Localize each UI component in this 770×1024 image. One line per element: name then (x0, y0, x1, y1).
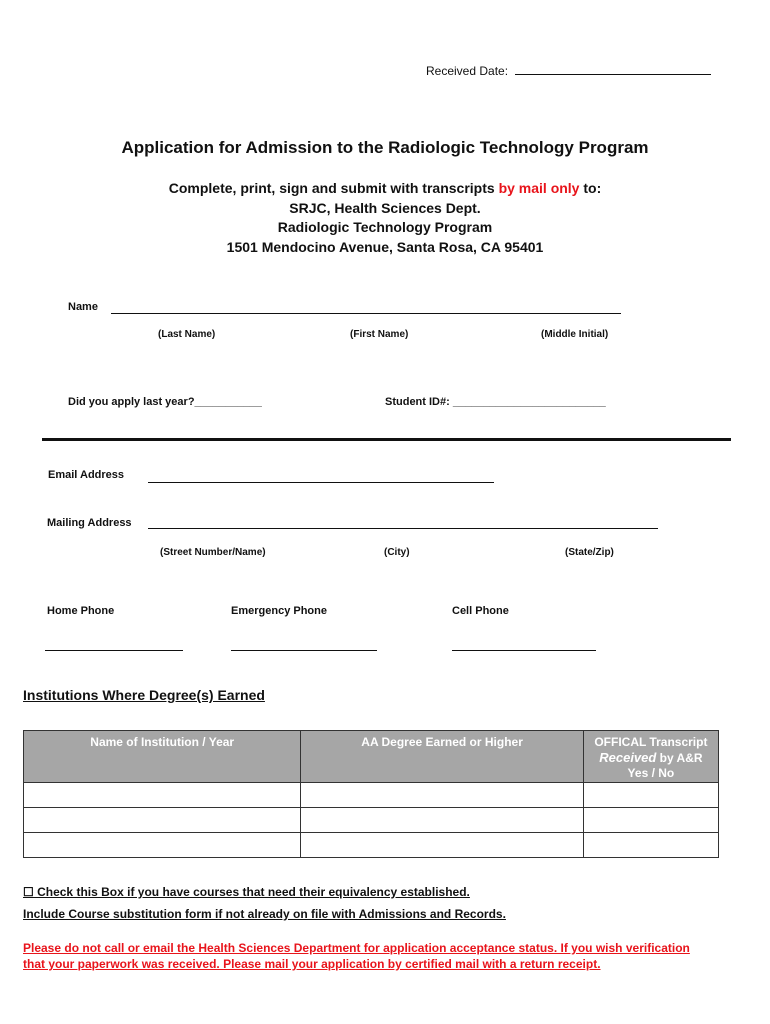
received-date-label: Received Date: (426, 64, 509, 78)
table-row (24, 833, 719, 858)
instructions-line-1: Complete, print, sign and submit with transcripts by mail only to: (168, 180, 602, 196)
state-zip-caption: (State/Zip) (565, 547, 614, 558)
home-phone-line[interactable] (45, 650, 183, 651)
received-date (426, 64, 711, 78)
page-title: Application for Admission to the Radiologic Technology Program (121, 138, 649, 157)
table-row (24, 808, 719, 833)
received-text: Received (599, 750, 657, 765)
institution-cell[interactable] (24, 783, 301, 808)
degree-cell[interactable] (301, 833, 583, 858)
table-header-row (24, 731, 719, 783)
transcript-cell[interactable] (583, 833, 718, 858)
institutions-table (23, 730, 719, 858)
transcript-cell[interactable] (583, 783, 718, 808)
col-degree-header: AA Degree Earned or Higher (301, 731, 583, 783)
transcript-cell[interactable] (583, 808, 718, 833)
institutions-heading: Institutions Where Degree(s) Earned (23, 687, 265, 703)
mailing-address-line[interactable] (148, 528, 658, 529)
home-phone-label: Home Phone (47, 605, 115, 617)
degree-cell[interactable] (301, 783, 583, 808)
emergency-phone-line[interactable] (231, 650, 377, 651)
middle-initial-caption: (Middle Initial) (541, 329, 609, 340)
col-institution-header: Name of Institution / Year (24, 731, 301, 783)
col-transcript-header: OFFICAL Transcript Received by A&R Yes / No (583, 731, 718, 783)
instructions-line-3: Radiologic Technology Program (277, 219, 493, 235)
institution-cell[interactable] (24, 833, 301, 858)
instructions-line-2: SRJC, Health Sciences Dept. (289, 199, 481, 216)
table-row (24, 783, 719, 808)
street-caption: (Street Number/Name) (160, 547, 266, 558)
name-label: Name (68, 301, 98, 313)
degree-cell[interactable] (301, 808, 583, 833)
last-name-caption: (Last Name) (158, 329, 216, 340)
first-name-caption: (First Name) (350, 329, 409, 340)
email-line[interactable] (148, 482, 494, 483)
received-date-line[interactable] (515, 74, 711, 75)
warning-line-2: that your paperwork was received. Please mail your application by certified mail with a return receipt. (23, 957, 601, 971)
section-divider (42, 438, 731, 441)
by-mail-only: by mail only (498, 180, 580, 196)
applied-last-year-field[interactable]: Did you apply last year?___________ (68, 396, 262, 408)
warning-line-1: Please do not call or email the Health Sciences Department for application acceptance status. If you wish verification (23, 941, 690, 955)
substitution-note: Include Course substitution form if not already on file with Admissions and Records. (23, 907, 506, 921)
equivalency-checkbox[interactable]: ☐ Check this Box if you have courses that need their equivalency established. (23, 885, 470, 899)
cell-phone-label: Cell Phone (452, 605, 509, 617)
mailing-address-label: Mailing Address (47, 517, 132, 529)
student-id-field[interactable]: Student ID#: _________________________ (385, 396, 606, 408)
emergency-phone-label: Emergency Phone (231, 605, 327, 617)
cell-phone-line[interactable] (452, 650, 596, 651)
verification-warning (23, 940, 690, 972)
city-caption: (City) (384, 547, 410, 558)
instructions-line-4: 1501 Mendocino Avenue, Santa Rosa, CA 95401 (226, 238, 544, 255)
email-label: Email Address (48, 469, 125, 481)
name-line[interactable] (111, 313, 621, 314)
instructions (0, 179, 770, 257)
institution-cell[interactable] (24, 808, 301, 833)
